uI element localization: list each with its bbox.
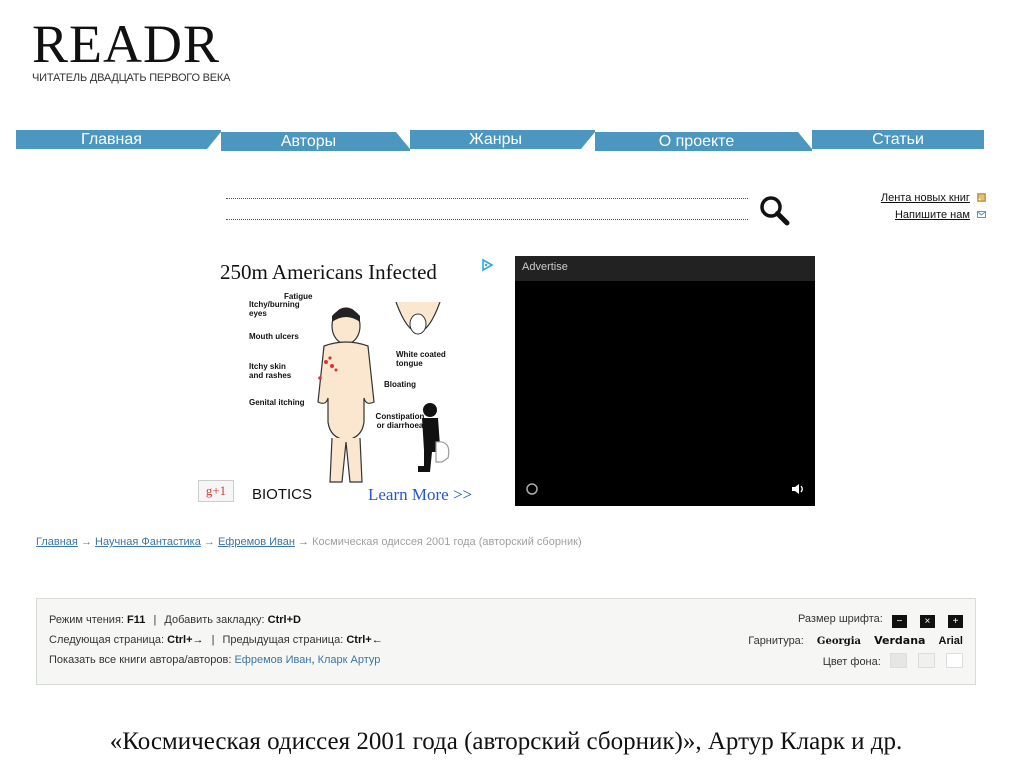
font-size-label: Размер шрифта: [797, 613, 883, 625]
breadcrumb [36, 536, 582, 548]
ad-label-mouth-ulcers: Mouth ulcers [249, 332, 299, 341]
search-button[interactable] [758, 194, 792, 228]
ad-choices-icon[interactable] [480, 258, 494, 272]
ad-learn-more-link[interactable]: Learn More >> [368, 485, 473, 504]
ad-headline: 250m Americans Infected [220, 260, 437, 284]
font-size-control [798, 613, 963, 628]
typeface-verdana-option[interactable]: Verdana [874, 634, 926, 647]
logo-title: READR [32, 14, 221, 74]
font-size-reset-button[interactable]: × [920, 615, 935, 628]
body-figure-illustration [306, 302, 386, 488]
nav-item-about[interactable]: О проекте [595, 132, 798, 151]
breadcrumb-current: Космическая одиссея 2001 года (авторский сборник) [312, 536, 582, 548]
tongue-illustration [394, 302, 442, 342]
prev-page-label: Предыдущая страница: [222, 634, 344, 646]
typeface-arial-option[interactable]: Arial [938, 635, 963, 647]
nav-divider [581, 130, 595, 151]
google-plus-button[interactable]: g+1 [198, 480, 234, 502]
toolbar-row-navigation [49, 634, 383, 646]
background-color-control [823, 653, 963, 668]
bg-swatch-light-gray[interactable] [918, 653, 935, 668]
toolbar-row-authors: Показать все книги автора/авторов: Ефремов Иван, Кларк Артур [49, 654, 381, 666]
author-link-clarke[interactable]: Кларк Артур [317, 654, 381, 666]
video-ad-label: Advertise [515, 256, 815, 281]
toolbar-row-shortcuts [49, 614, 301, 626]
ad-label-white-tongue: White coated tongue [396, 350, 446, 368]
volume-icon[interactable] [791, 482, 805, 496]
bookmark-key: Ctrl+D [267, 614, 301, 626]
video-progress-icon[interactable] [525, 482, 539, 496]
ad-label-itchy-eyes: Itchy/burning eyes [249, 300, 300, 318]
typeface-control [748, 634, 963, 647]
nav-item-genres[interactable]: Жанры [410, 130, 581, 149]
next-page-label: Следующая страница: [49, 634, 165, 646]
nav-item-articles[interactable]: Статьи [812, 130, 984, 149]
search-input[interactable] [226, 186, 748, 220]
nav-item-authors[interactable]: Авторы [221, 132, 396, 151]
all-books-label: Показать все книги автора/авторов: [49, 654, 232, 666]
ad-label-bloating: Bloating [384, 380, 416, 389]
ad-label-constipation: Constipation or diarrhoea [375, 412, 425, 430]
breadcrumb-author[interactable]: Ефремов Иван [217, 536, 295, 548]
contact-link[interactable]: Напишите нам [894, 209, 970, 221]
breadcrumb-separator: → [298, 536, 310, 548]
prev-page-key: Ctrl+← [346, 634, 383, 646]
book-title: «Космическая одиссея 2001 года (авторский сборник)», Артур Кларк и др. [109, 728, 903, 755]
bg-swatch-gray[interactable] [890, 653, 907, 668]
breadcrumb-separator: → [203, 536, 215, 548]
site-logo[interactable] [32, 14, 231, 84]
separator: | [211, 634, 215, 646]
breadcrumb-genre[interactable]: Научная Фантастика [95, 536, 201, 548]
background-color-label: Цвет фона: [822, 656, 881, 668]
font-size-increase-button[interactable]: + [948, 615, 963, 628]
ad-label-fatigue: Fatigue [284, 292, 313, 301]
magnifier-icon [758, 194, 792, 228]
bg-swatch-white[interactable] [946, 653, 963, 668]
ad-label-genital-itching: Genital itching [249, 398, 305, 407]
separator: | [153, 614, 157, 626]
breadcrumb-home[interactable]: Главная [36, 536, 78, 548]
mail-icon [977, 210, 986, 219]
video-advertisement[interactable] [515, 256, 815, 506]
nav-divider [396, 130, 410, 151]
rss-icon [977, 193, 986, 202]
nav-item-home[interactable]: Главная [16, 130, 207, 149]
reading-toolbar [36, 598, 976, 685]
author-link-efremov[interactable]: Ефремов Иван [234, 654, 312, 666]
header-links [881, 192, 986, 226]
logo-subtitle: ЧИТАТЕЛЬ ДВАДЦАТЬ ПЕРВОГО ВЕКА [32, 72, 231, 84]
typeface-label: Гарнитура: [748, 635, 804, 647]
breadcrumb-separator: → [80, 536, 92, 548]
reading-mode-label: Режим чтения: [49, 614, 124, 626]
ad-label-itchy-skin: Itchy skin and rashes [249, 362, 292, 380]
advertisement-banner[interactable] [196, 256, 498, 506]
nav-divider [798, 130, 812, 151]
typeface-georgia-option[interactable]: Georgia [816, 636, 862, 647]
main-nav [16, 130, 984, 151]
ad-brand-text: BIOTICS [252, 486, 313, 503]
next-page-key: Ctrl+→ [167, 634, 204, 646]
bookmark-label: Добавить закладку: [164, 614, 265, 626]
reading-mode-key: F11 [127, 614, 146, 626]
new-books-feed-link[interactable]: Лента новых книг [880, 192, 970, 204]
nav-divider [207, 130, 221, 151]
font-size-decrease-button[interactable]: − [892, 615, 907, 628]
